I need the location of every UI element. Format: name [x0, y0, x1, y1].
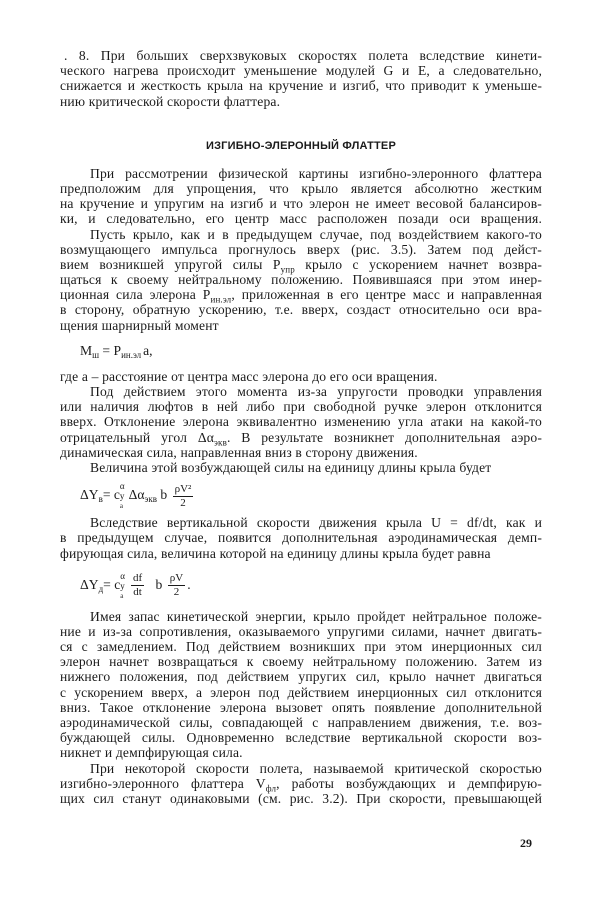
- text-line: щения шарнирный момент: [60, 317, 219, 333]
- subscript: ш: [92, 349, 100, 360]
- formula-symbol: Δα: [128, 487, 145, 503]
- fraction: [173, 483, 194, 510]
- superscript: α: [120, 570, 125, 581]
- formula-symbol: M: [80, 342, 93, 358]
- text-fragment: , приложенная в его центре масс и направленная: [231, 287, 543, 303]
- paragraph-intro: [60, 166, 542, 227]
- text-line: никнет и демпфирующая сила.: [60, 745, 243, 761]
- coefficient-indices: [120, 571, 125, 601]
- formula-symbol: = c: [102, 487, 120, 503]
- text-line: возмущающего импульса прогнулось вверх (рис. 3.5). Затем под дейст-: [60, 241, 542, 257]
- text-line: щаться к своему нейтральному положению. Появившаяся при этом инер-: [60, 272, 542, 288]
- numerator: ρV²: [174, 482, 192, 495]
- paragraph-damping: [60, 515, 542, 561]
- superscript: α: [119, 481, 125, 491]
- text-line: При рассмотрении физической картины изгибно-элеронного флаттера: [90, 165, 542, 181]
- text-line: Вследствие вертикальной скорости движения крыла U = df/dt, как и: [90, 515, 542, 531]
- formula-symbol: b: [152, 576, 166, 592]
- text-fragment: отрицательный угол Δα: [60, 429, 215, 445]
- formula-symbol: = P: [99, 342, 122, 358]
- document-page: [60, 48, 542, 806]
- subscript: a: [119, 502, 124, 510]
- text-line: буждающей силы. Одновременно вследствие вертикальной скорости воз-: [60, 730, 542, 746]
- subscript: экв: [214, 437, 227, 448]
- fraction: [168, 572, 185, 599]
- formula-symbol: ΔY: [80, 487, 99, 503]
- exciting-force-line: Величина этой возбуждающей силы на единицу длины крыла будет: [90, 459, 492, 475]
- formula-symbol: ΔY: [80, 576, 99, 592]
- paragraph-critical: [60, 761, 542, 807]
- text-line: [60, 429, 542, 448]
- paragraph-kinetic: [60, 609, 542, 761]
- formula-symbol: = c: [103, 576, 121, 592]
- text-line: нижнего положения, под действием упругих сил, крыло начнет двигаться: [60, 669, 542, 685]
- text-line: ние и из-за сопротивления, оказываемого упругими силами, начнет двигать-: [60, 623, 542, 639]
- text-line: вниз. Такое отклонение элерона вызовет опять появление дополнительной: [60, 699, 542, 715]
- paragraph-8: [60, 48, 542, 109]
- text-line: снижается и жесткость крыла на кручение и изгиб, что приводит к уменьше-: [60, 78, 542, 94]
- text-line: щих сил станут одинаковыми (см. рис. 3.2). При скорости, превышающей: [60, 790, 542, 806]
- numerator: ρV: [169, 572, 184, 585]
- text-line: [60, 287, 543, 305]
- coefficient-indices: [120, 481, 125, 511]
- text-line: в предыдущем случае, появится дополнительная аэродинамическая демп-: [60, 530, 542, 546]
- text-line: . 8. При больших сверхзвуковых скоростях полета вследствие кинети-: [64, 48, 542, 63]
- text-line: При некоторой скорости полета, называемой критической скоростью: [90, 760, 542, 776]
- text-line: ки, и следовательно, его центр масс расположен позади оси вращения.: [60, 211, 542, 227]
- formula-symbol: a,: [143, 342, 153, 358]
- subscript: y: [119, 491, 125, 501]
- formula-exciting-force: [60, 475, 542, 515]
- text-fragment: крыло с ускорением начнет возвра-: [294, 256, 542, 272]
- text-fragment: ционная сила элерона P: [60, 287, 211, 303]
- text-line: аэродинамической силы, совпадающей с направлением движения, т.е. воз-: [60, 715, 542, 730]
- subscript: ин.эл: [210, 294, 232, 305]
- formula-hinge-moment: [60, 333, 542, 369]
- numerator: df: [132, 572, 143, 585]
- denominator: dt: [133, 586, 142, 599]
- text-line: Под действием этого момента из-за упругости проводки управления: [90, 384, 542, 399]
- text-line: нию критической скорости флаттера.: [60, 93, 281, 109]
- text-line: [60, 775, 542, 794]
- subscript: упр: [280, 264, 295, 275]
- text-line: с ускорением вверх, а элерон под действием инерционных сил отклонится: [60, 684, 542, 700]
- text-line: динамическая сила, направленная вниз в сторону движения.: [60, 444, 418, 460]
- text-line: ческого нагрева происходит уменьшение модулей G и E, а следовательно,: [60, 63, 542, 79]
- subscript: ин.эл: [121, 349, 142, 360]
- text-line: элерон начнет возвращаться к своему нейтральному положению. Затем из: [60, 654, 542, 670]
- subscript-group: [120, 491, 125, 511]
- subscript: a: [120, 591, 124, 600]
- text-line: Пусть крыло, как и в предыдущем случае, под воздействием какого-то: [90, 226, 542, 242]
- paragraph-wing: [60, 227, 542, 333]
- text-line: ся с замедлением. Под действием возникших при этом инерционных сил: [60, 639, 542, 655]
- text-line: или наличия люфтов в ней либо при свободной ручке элерон отклонится: [60, 399, 542, 415]
- text-fragment: . В результате возникнет дополнительная аэро-: [226, 429, 542, 445]
- text-fragment: вием возникшей упругой силы P: [60, 256, 281, 272]
- where-line: где a – расстояние от центра масс элерона до его оси вращения.: [60, 368, 438, 384]
- subscript-group: [120, 581, 125, 601]
- text-line: предположим для упрощения, что крыло является абсолютно жестким: [60, 180, 542, 196]
- fraction: [131, 572, 144, 599]
- subscript: y: [120, 580, 125, 591]
- formula-symbol: .: [187, 576, 191, 592]
- text-line: фирующая сила, величина которой на единицу длины крыла будет равна: [60, 545, 491, 561]
- subscript: фл: [265, 783, 277, 794]
- text-line: вверх. Отклонение элерона эквивалентно изменению угла атаки на какой-то: [60, 414, 542, 430]
- formula-damping-force: [60, 561, 542, 609]
- text-fragment: , работы возбуждающих и демпфирую-: [276, 775, 542, 791]
- subscript: в: [98, 494, 103, 505]
- page-number: 29: [520, 836, 532, 850]
- denominator: 2: [173, 586, 180, 599]
- subscript: экв: [144, 494, 158, 505]
- formula-symbol: b: [157, 487, 171, 503]
- text-line: в сторону, обратную ускорению, т.е. вверх, создаст относительно оси вра-: [60, 302, 542, 318]
- section-heading: ИЗГИБНО-ЭЛЕРОННЫЙ ФЛАТТЕР: [205, 139, 397, 152]
- text-fragment: изгибно-элеронного флаттера V: [60, 775, 266, 791]
- text-line: [60, 256, 542, 275]
- paragraph-deflection: [60, 384, 542, 460]
- text-line: на кручение и упругим на изгиб и что элерон не имеет весовой балансиров-: [60, 196, 542, 212]
- text-line: Имея запас кинетической энергии, крыло пройдет нейтральное положе-: [90, 608, 542, 624]
- subscript: д: [98, 583, 104, 594]
- denominator: 2: [180, 496, 186, 509]
